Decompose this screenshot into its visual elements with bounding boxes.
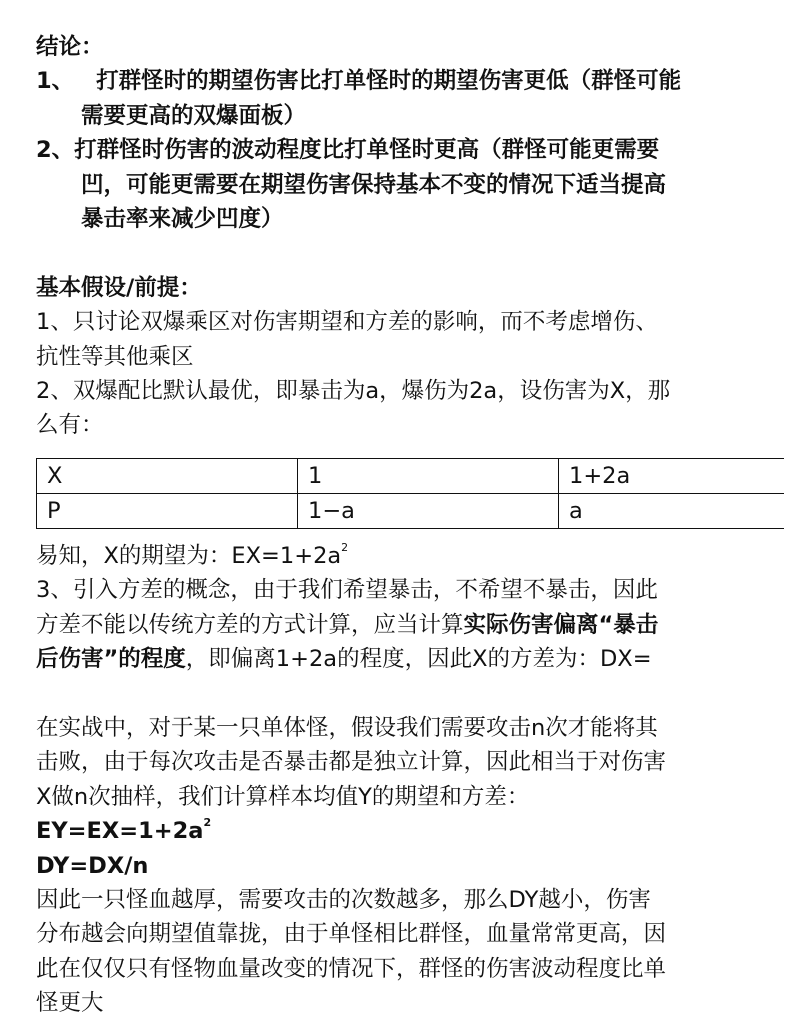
conclusion-paragraph-line: 怪更大 [36,990,104,1017]
variance-text: 方差不能以传统方差的方式计算，应当计算 [36,611,464,638]
variance-line-1: 3、引入方差的概念，由于我们希望暴击，不希望不暴击，因此 [36,577,658,604]
assumption-2-line: 么有： [36,412,104,439]
table-cell: P [37,493,298,528]
table-cell: 1+2a [559,458,785,493]
practice-line: 在实战中，对于某一只单体怪，假设我们需要攻击n次才能将其 [36,714,658,741]
assumptions-heading: 基本假设/前提： [36,274,202,301]
exponent: 2 [341,540,349,554]
exponent: 2 [203,816,212,830]
spacer [36,236,781,270]
dy-formula: DY=DX/n [36,852,149,879]
conclusion-paragraph-line: 此在仅仅只有怪物血量改变的情况下，群怪的伤害波动程度比单 [36,955,667,982]
table-row [37,458,785,493]
conclusion-paragraph-line: 分布越会向期望值靠拢，由于单怪相比群怪，血量常常更高，因 [36,921,667,948]
assumption-1-line: 1、只讨论双爆乘区对伤害期望和方差的影响，而不考虑增伤、 [36,309,658,336]
document-page [36,30,781,1021]
expectation-text: 易知，X的期望为：EX=1+2a [36,542,342,569]
assumption-1-line: 抗性等其他乘区 [36,343,194,370]
assumption-2-line: 2、双爆配比默认最优，即暴击为a，爆伤为2a，设伤害为X，那 [36,378,671,405]
conclusion-item-number: 2、 [36,137,75,164]
practice-line: X做n次抽样，我们计算样本均值Y的期望和方差： [36,783,530,810]
distribution-table [36,458,784,529]
table-cell: X [37,458,298,493]
conclusion-item-number: 1、 [36,68,75,95]
variance-emphasis: 实际伤害偏离“暴击 [463,611,659,638]
conclusion-heading: 结论： [36,34,104,60]
practice-line: 击败，由于每次攻击是否暴击都是独立计算，因此相当于对伤害 [36,749,667,776]
table-cell: a [559,493,785,528]
variance-line-2 [36,608,781,642]
conclusion-item-text: 打群怪时的期望伤害比打单怪时的期望伤害更低（群怪可能 [96,68,682,95]
expectation-line [36,539,781,573]
table-cell: 1 [298,458,559,493]
conclusion-paragraph-line: 因此一只怪血越厚，需要攻击的次数越多，那么DY越小，伤害 [36,886,651,913]
conclusion-item-text: 需要更高的双爆面板） [81,102,307,129]
table-cell: 1−a [298,493,559,528]
spacer [36,676,781,710]
conclusion-item-text: 暴击率来减少凹度） [81,206,284,233]
variance-line-3 [36,642,781,676]
table-row [37,493,785,528]
conclusion-item-1 [36,64,781,133]
conclusion-item-text: 凹，可能更需要在期望伤害保持基本不变的情况下适当提高 [81,171,667,198]
conclusion-item-2 [36,133,781,236]
variance-emphasis: 后伤害”的程度 [36,646,186,673]
ey-formula [36,814,781,848]
ey-text: EY=EX=1+2a [36,818,204,845]
conclusion-item-text: 打群怪时伤害的波动程度比打单怪时更高（群怪可能更需要 [74,137,660,164]
variance-text: ，即偏离1+2a的程度，因此X的方差为：DX= [185,646,652,673]
